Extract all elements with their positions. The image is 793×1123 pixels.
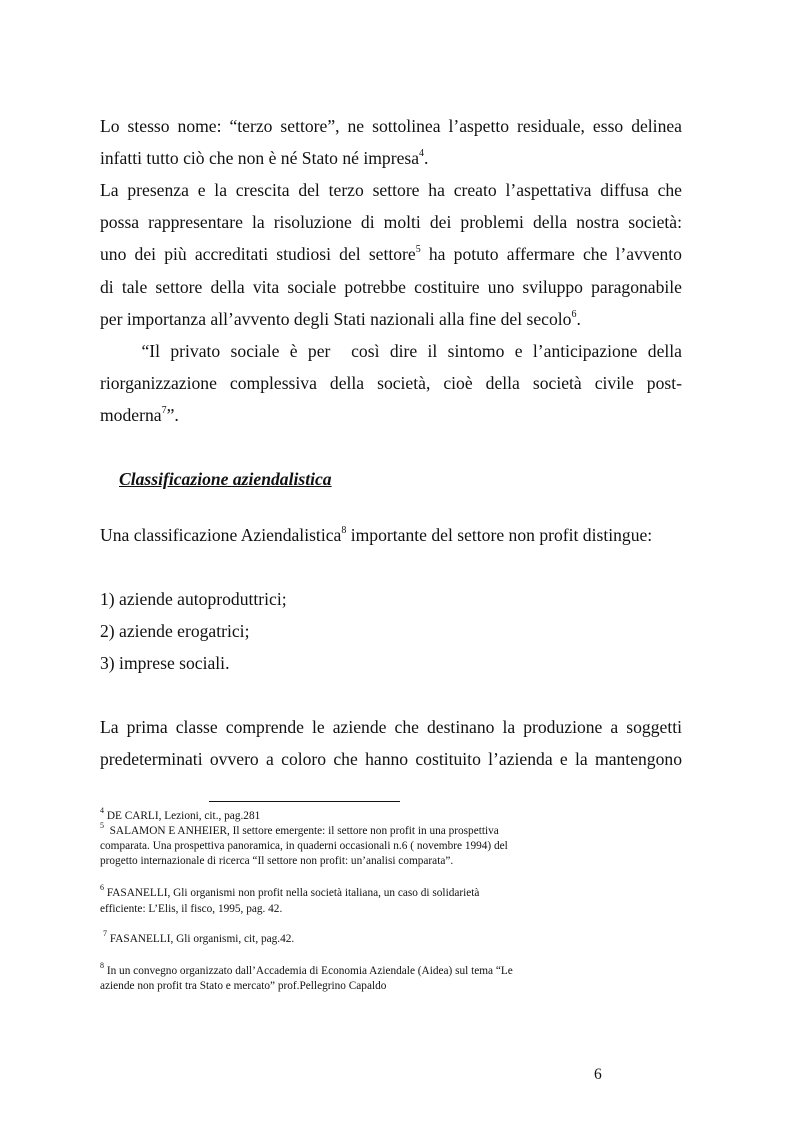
body-line: uno dei più accreditati studiosi del settore$^5$ ha potuto affermare che l’avvento <box>100 244 682 264</box>
footnote-5-line: comparata. Una prospettiva panoramica, in quaderni occasionali n.6 ( novembre 1994) del <box>100 840 508 852</box>
body-line: La prima classe comprende le aziende che destinano la produzione a soggetti <box>100 717 682 737</box>
footnote-ref[interactable]: 7 <box>161 405 167 417</box>
body-line: La presenza e la crescita del terzo settore ha creato l’aspettativa diffusa che <box>100 180 682 200</box>
footnote-8: $^8$ In un convegno organizzato dall’Accademia di Economia Aziendale (Aidea) sul tema “Le <box>100 961 513 977</box>
body-line: di tale settore della vita sociale potrebbe costituire uno sviluppo paragonabile <box>100 277 682 297</box>
body-line: per importanza all’avvento degli Stati nazionali alla fine del secolo$^6$. <box>100 309 581 329</box>
list-item: 2) aziende erogatrici; <box>100 621 250 641</box>
footnote-ref[interactable]: 8 <box>341 525 347 537</box>
body-line: moderna$^7$”. <box>100 405 179 425</box>
body-line: predeterminati ovvero a coloro che hanno costituito l’azienda e la mantengono <box>100 749 682 769</box>
page-number: 6 <box>594 1066 602 1083</box>
body-line: Lo stesso nome: “terzo settore”, ne sottolinea l’aspetto residuale, esso delinea <box>100 116 682 136</box>
footnote-ref[interactable]: 5 <box>415 244 421 256</box>
footnote-6: $^6$ FASANELLI, Gli organismi non profit nella società italiana, un caso di solidarietà <box>100 883 480 899</box>
body-line: possa rappresentare la risoluzione di molti dei problemi della nostra società: <box>100 212 682 232</box>
body-line: Una classificazione Aziendalistica$^8$ importante del settore non profit distingue: <box>100 525 653 545</box>
footnote-ref[interactable]: 4 <box>419 148 425 160</box>
footnote-4: $^4$ DE CARLI, Lezioni, cit., pag.281 <box>100 806 261 822</box>
footnote-7: $^7$ FASANELLI, Gli organismi, cit, pag.42. <box>103 929 295 945</box>
footnote-ref[interactable]: 6 <box>571 309 577 321</box>
body-line: riorganizzazione complessiva della società, cioè della società civile post- <box>100 373 682 393</box>
footnote-8-line: aziende non profit tra Stato e mercato” prof.Pellegrino Capaldo <box>100 980 387 992</box>
list-item: 3) imprese sociali. <box>100 653 230 673</box>
footnote-5: $^5$ SALAMON E ANHEIER, Il settore emergente: il settore non profit in una prospettiva <box>100 821 499 837</box>
footnote-separator <box>209 801 400 802</box>
body-line: infatti tutto ciò che non è né Stato né impresa$^4$. <box>100 148 429 168</box>
list-item: 1) aziende autoproduttrici; <box>100 589 287 609</box>
footnote-6-line: efficiente: L’Elis, il fisco, 1995, pag. 42. <box>100 903 283 915</box>
footnote-5-line: progetto internazionale di ricerca “Il settore non profit: un’analisi comparata”. <box>100 855 454 867</box>
body-line: “Il privato sociale è per così dire il sintomo e l’anticipazione della <box>100 341 682 361</box>
section-heading: Classificazione aziendalistica <box>119 469 332 489</box>
